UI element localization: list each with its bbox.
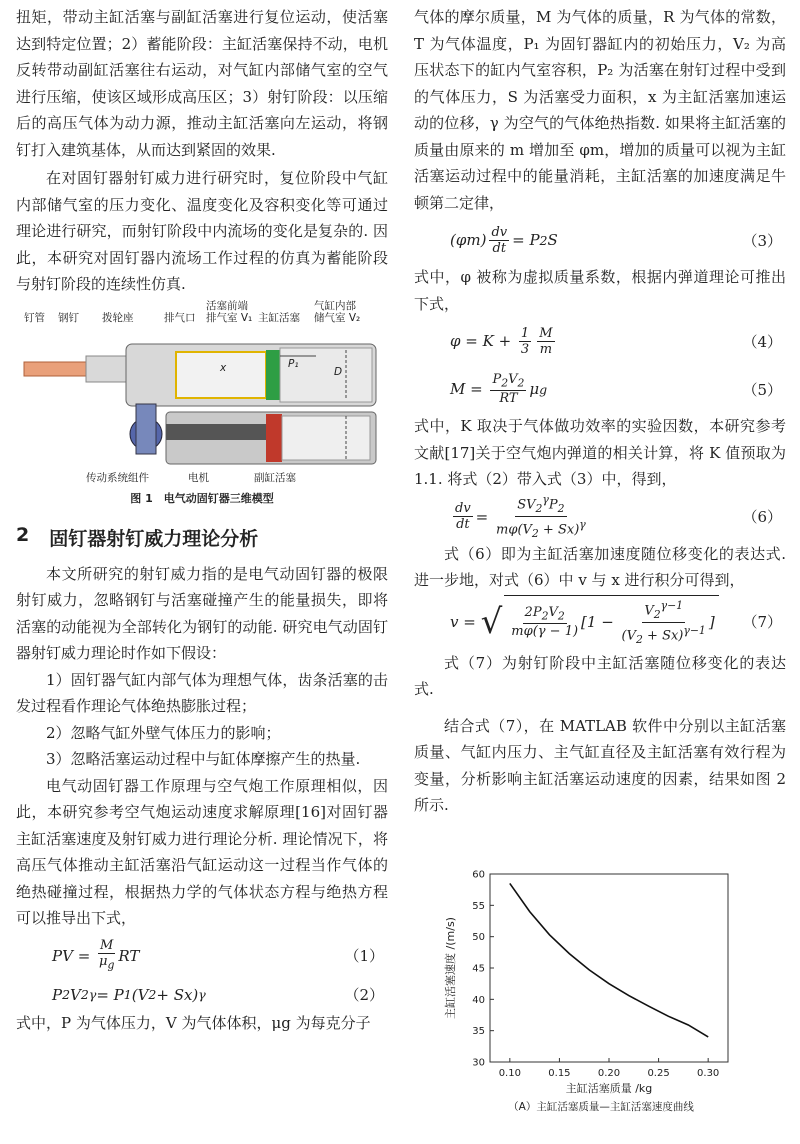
chart-caption: （A）主缸活塞质量—主缸活塞速度曲线 [508,1101,694,1113]
x-tick-label: 0.10 [498,1068,521,1079]
y-tick-label: 50 [472,932,485,944]
equation-3: (φm) $\frac{dv}{dt}$ = P 2 S （3） [450,224,782,256]
left-column [16,0,388,1036]
paragraph: 式中，K 取决于气体做功效率的实验因数，本研究参考文献[17]关于空气炮内弹道的相关计算，将 K 值预取为 1.1. 将式（2）带入式（3）中，得到， [414,417,786,488]
x-tick-label: 0.25 [647,1068,670,1079]
section-title: 固钉器射钉威力理论分析 [49,527,259,550]
paragraph: 式（7）为射钉阶段中主缸活塞随位移变化的表达式. [414,653,786,698]
label-front-exhaust-v1: 排气室 V₁ [206,311,253,324]
paragraph: 式（6）即为主缸活塞加速度随位移变化的表达式. 进一步地，对式（6）中 v 与 x 进行积分可得到， [414,544,786,589]
paragraph: 扭矩，带动主缸活塞与副缸活塞进行复位运动，使活塞达到特定位置；2）蓄能阶段：主缸活塞保持不动，电机反转带动副缸活塞往右运动，对气缸内部储气室的空气进行压缩，使该区域形成高压区；3）射钉阶段：以压缩后的高压气体为动力源，推动主缸活塞向左运动，将钢钉打入建筑基体，从而达到紧固的效果. [16,8,388,159]
x-tick-label: 0.20 [597,1068,621,1079]
assumption-3: 3）忽略活塞运动过程中与缸体摩擦产生的热量. [46,750,361,768]
paragraph: 在对固钉器射钉威力进行研究时，复位阶段中气缸内部储气室的压力变化、温度变化及容积变化等可通过理论进行研究，而射钉阶段中内流场的变化是复杂的. 因此，本研究对固钉器内流场工作过程的仿真为蓄能阶段与射钉阶段的连续性仿真. [16,169,388,293]
series-line [510,883,708,1037]
equation-5: M = $\frac{P_2V_2}{RT}$ μ g （5） [450,371,782,407]
assumption-1: 1）固钉器气缸内部气体为理想气体，齿条活塞的击发过程看作理论气体绝热膨胀过程； [16,670,388,715]
equation-number: （1） [344,947,384,965]
equation-number: （7） [742,613,782,631]
y-tick-label: 60 [472,869,485,881]
figure-caption: 图 1 电气动固钉器三维模型 [130,491,274,505]
equation-number: （3） [742,231,782,250]
paragraph: 本文所研究的射钉威力指的是电气动固钉器的极限射钉威力，忽略钢钉与活塞碰撞产生的能量损失，即将活塞的动能视为全部转化为钢钉的动能. 研究电气动固钉器射钉威力理论时作如下假设： [16,564,388,662]
y-tick-label: 55 [472,900,485,912]
figure-1 [16,299,388,486]
equation-2: P 2 V 2 γ = P 1 (V 2 + Sx) γ （2） [52,985,384,1004]
label-exhaust-port: 排气口 [164,311,196,324]
equation-1: PV = $\frac{M}{\mu_g}$ RT （1） [52,938,384,972]
label-d: D [334,365,343,378]
equation-6: $\frac{dv}{dt}$ = $\frac{SV_2^\gamma P_2}{m\varphi(V_2 + Sx)^\gamma}$ （6） [455,493,782,540]
paragraph: 气体的摩尔质量，M 为气体的质量，R 为气体的常数，T 为气体温度，P₁ 为固钉器缸内的初始压力，V₂ 为高压状态下的缸内气室容积，P₂ 为活塞在射钉过程中受到的气体压力，S 为活塞受力面积，x 为主缸活塞加速运动的位移，γ 为空气的气体绝热指数. 如果将主缸活塞的质量由原来的 m 增加至 φm，增加的质量可以视为主缸活塞运动过程中的能量消耗，主缸活塞的加速度满足牛顿第二定律， [414,8,786,212]
paragraph: 结合式（7），在 MATLAB 软件中分别以主缸活塞质量、气缸内压力、主气缸直径及主缸活塞有效行程为变量，分析影响主缸活塞运动速度的因素，结果如图 2 所示. [414,716,786,814]
label-inner-storage-v2: 储气室 V₂ [314,311,361,324]
label-x: x [220,361,227,374]
paragraph: 电气动固钉器工作原理与空气炮工作原理相似，因此，本研究参考空气炮运动速度求解原理[16]对固钉器主缸活塞速度及射钉威力进行理论分析. 理论情况下，将高压气体推动主缸活塞沿气缸运动这一过程当作气体的绝热碰撞过程，根据热力学的气体状态方程与绝热方程可以推导出下式， [16,776,388,927]
right-column [414,0,786,819]
label-steel-nail: 钢钉 [58,311,79,324]
equation-number: （6） [742,508,782,526]
y-tick-label: 40 [472,994,485,1006]
section-number: 2 [16,523,30,546]
label-nail-tube: 钉管 [24,311,45,324]
y-axis-label: 主缸活塞速度 /(m/s) [444,917,457,1019]
label-drive-assembly: 传动系统组件 [86,471,149,484]
equation-number: （4） [742,332,782,351]
label-front-exhaust: 活塞前端 [206,299,248,312]
x-tick-label: 0.30 [697,1068,720,1079]
y-tick-label: 30 [472,1057,485,1069]
velocity-mass-chart [440,862,740,1132]
y-tick-label: 35 [472,1026,485,1038]
paragraph: 式中，φ 被称为虚拟质量系数，根据内弹道理论可推出下式， [414,268,786,313]
assumption-2: 2）忽略气缸外壁气体压力的影响； [46,723,281,742]
equation-7: v = √ $\frac{2P_2V_2}{m\varphi(\gamma - 1)}$ [1 − $\frac{V_2^{\gamma-1}}{(V_2 + Sx)^{\gamma-1}}$ ] （7） [414,594,786,650]
label-inner-storage: 气缸内部 [314,299,356,312]
section-heading [16,524,388,551]
x-tick-label: 0.15 [548,1068,571,1079]
plot-frame [490,874,728,1062]
paragraph: 式中，P 为气体压力，V 为气体体积，μg 为每克分子 [16,1013,371,1032]
equation-4: φ = K + $\frac{1}{3}$ $\frac{M}{m}$ （4） [450,325,782,357]
label-motor: 电机 [188,471,209,484]
label-main-piston: 主缸活塞 [258,311,300,324]
label-aux-piston: 副缸活塞 [254,471,296,484]
y-tick-label: 45 [472,963,485,975]
x-axis-label: 主缸活塞质量 /kg [565,1082,653,1095]
label-p1: P₁ [288,357,299,370]
equation-number: （2） [344,986,384,1004]
label-wheel-seat: 拨轮座 [102,311,134,324]
equation-number: （5） [742,380,782,399]
device-model-illustration [16,304,388,486]
